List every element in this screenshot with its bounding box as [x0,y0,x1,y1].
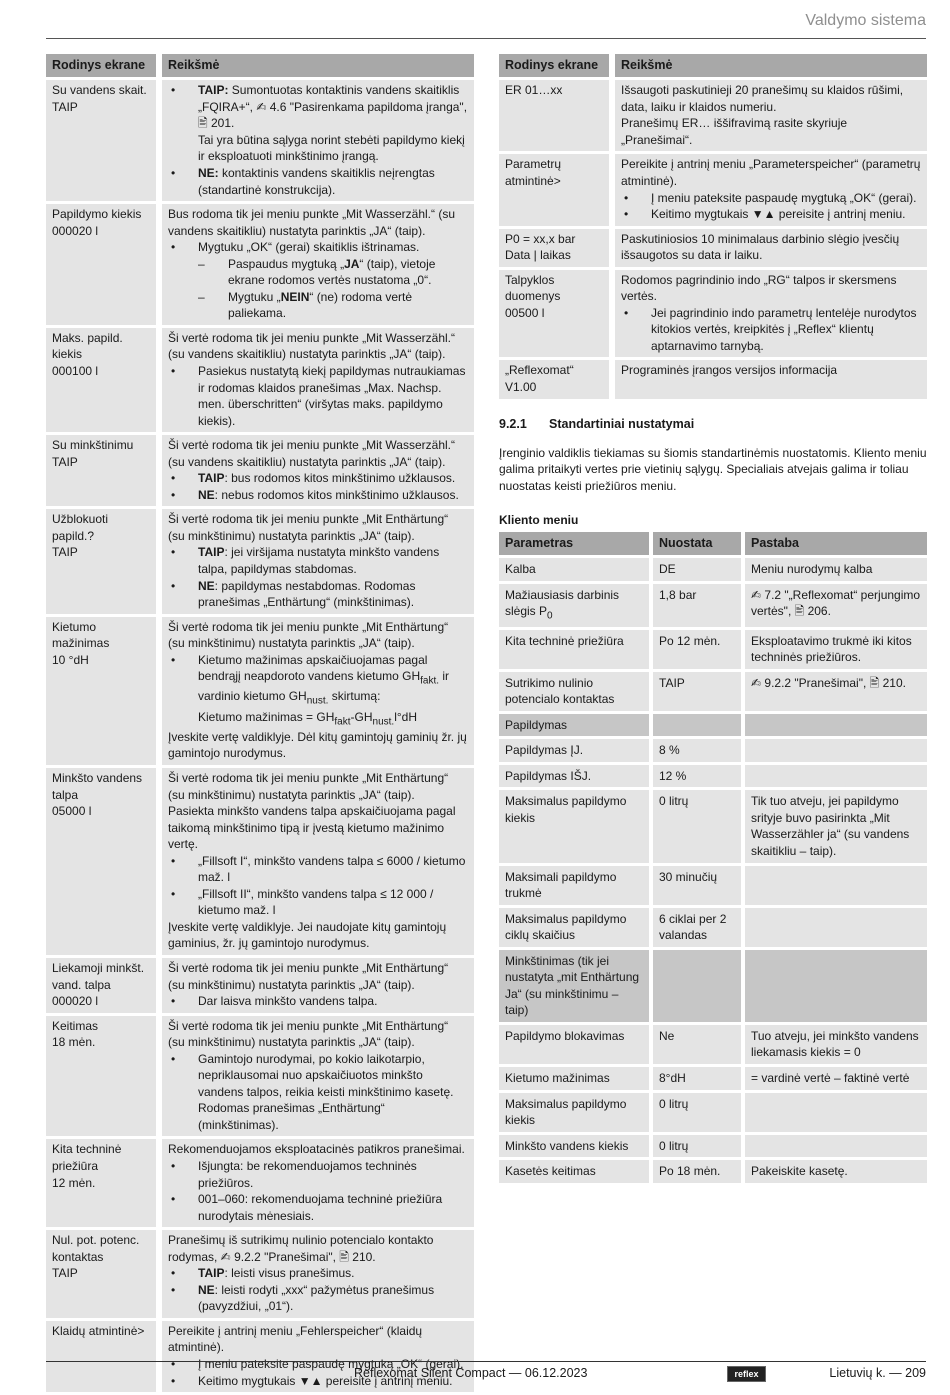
bullet-list [168,1051,468,1134]
list-item: • Keitimo mygtukais ▼▲ pereisite į antrinį meniu. [168,1373,468,1390]
value-text: Pereikite į antrinį meniu „Parameterspeicher“ (parametrų atmintinė). [621,157,921,188]
setting-cell: 12 % [653,765,741,788]
display-line: TAIP [52,545,78,560]
table-row [46,328,474,432]
settings-row [499,739,927,762]
col-header-value: Reikšmė [162,54,474,77]
display-cell [46,509,156,613]
list-item: • „Fillsoft II“, minkšto vandens talpa ≤ 12 000 / kietumo maž. l [168,886,468,919]
value-cell [162,80,474,201]
table-row [499,154,927,225]
list-item: • Gamintojo nurodymai, po kokio laikotarpio, nepriklausomai nuo apskaičiuotos minkšto vandens talpos, reikia keisti minkštinimo kasetę. Rodomas pranešimas „Enthärtung“ (minkštinimas). [168,1051,468,1134]
list-item: – Paspaudus mygtuką „JA“ (taip), vietoje ekrane rodomos vertės nustatoma „0“. [168,256,468,289]
list-item: • NE: kontaktinis vandens skaitiklis neįrengtas (standartinė konstrukcija). [168,165,468,198]
value-cell [162,204,474,325]
setting-cell: Po 18 mėn. [653,1160,741,1183]
display-cell [46,1230,156,1318]
display-line: 18 mėn. [52,1035,96,1050]
table-row [46,80,474,201]
value-text: Paskutiniosios 10 minimalaus darbinio slėgio įvesčių išsaugotos su data ir laiku. [621,231,900,263]
setting-cell: 1,8 bar [653,584,741,627]
bullet-list [621,305,921,355]
display-cell [499,80,609,151]
value-cell [615,360,927,398]
display-cell [46,204,156,325]
note-cell [745,1093,927,1132]
display-line: Maks. papild. kiekis [52,330,123,362]
note-cell: Pakeiskite kasetę. [745,1160,927,1183]
value-cell [162,509,474,613]
display-cell [46,80,156,201]
display-cell [499,360,609,398]
parameter-cell: Minkšto vandens kiekis [499,1135,649,1158]
parameter-cell: Minkštinimas (tik jei nustatyta „mit Enthärtung Ja“ (su minkštinimu – taip) [499,950,649,1022]
setting-cell: 0 litrų [653,1093,741,1132]
note-cell: ✍ 9.2.2 "Pranešimai", 🖹 210. [745,672,927,711]
display-cell [499,270,609,358]
settings-row [499,790,927,862]
list-item: • TAIP: bus rodomos kitos minkštinimo užklausos. [168,470,468,487]
list-item: • NE: nebus rodomos kitos minkštinimo užklausos. [168,487,468,504]
list-item: – Mygtuku „NEIN“ (ne) rodoma vertė paliekama. [168,289,468,322]
value-text: Rodomos pagrindinio indo „RG“ talpos ir skersmens vertės. [621,272,897,304]
value-cell [162,435,474,506]
bullet-list [621,190,921,223]
display-line: Kita techninė priežiūra [52,1142,122,1173]
settings-row [499,908,927,947]
setting-cell [653,714,741,737]
parameter-cell: Mažiausiasis darbinis slėgis $P_0$ [499,584,649,627]
settings-row [499,1135,927,1158]
parameter-cell: Sutrikimo nulinio potencialo kontaktas [499,672,649,711]
parameter-cell: Kietumo mažinimas [499,1067,649,1090]
display-line: 12 mėn. [52,1175,96,1190]
dash-list [168,256,468,322]
parameter-cell: Kita techninė priežiūra [499,630,649,669]
note-cell: Eksploatavimo trukmė iki kitos techninės priežiūros. [745,630,927,669]
section-paragraph: Įrenginio valdiklis tiekiamas su šiomis standartinėmis nuostatomis. Kliento meniu galima pritaikyti vertes prie vietinių sąlygų. Specialiais atvejais galima ir toliau nuostatas keisti priežiūros meniu. [499,445,927,493]
list-item: • Jei pagrindinio indo parametrų lentelėje nurodytos kitokios vertės, kreipkitės į „Reflex“ klientų aptarnavimo tarnybą. [621,305,921,355]
value-text: Ši vertė rodoma tik jei meniu punkte „Mit Wasserzähl.“ (su vandens skaitikliu) nustatyta parinktis „JA“ (taip). [168,438,455,469]
value-text: Pranešimų iš sutrikimų nulinio potencialo kontakto rodymas, ✍ 9.2.2 "Pranešimai", 🖹 210. [168,1233,434,1264]
value-cell [162,1016,474,1137]
settings-row [499,1025,927,1064]
col-header-display: Rodinys ekrane [46,54,156,77]
bullet-list [168,993,468,1010]
display-line: P0 = xx,x bar [505,231,576,246]
display-line: Data | laikas [505,248,571,263]
table-row [499,80,927,151]
note-cell [745,950,927,1022]
note-cell: Tik tuo atveju, jei papildymo srityje buvo pasirinkta „Mit Wasserzähler ja“ (su vandens skaitikliu – taip). [745,790,927,862]
setting-cell: DE [653,558,741,581]
display-table-right [499,51,927,402]
display-line: Nul. pot. potenc. kontaktas [52,1233,140,1264]
table-row [46,1230,474,1318]
display-line: V1.00 [505,380,537,394]
display-line: Keitimas [52,1018,99,1033]
list-item: • Dar laisva minkšto vandens talpa. [168,993,468,1010]
display-line: 05000 l [52,804,92,819]
bullet-list [168,1158,468,1224]
list-item: • NE: leisti rodyti „xxx“ pažymėtus pranešimus (pavyzdžiui, „01“). [168,1282,468,1315]
col-header-setting: Nuostata [653,532,741,555]
note-cell [745,866,927,905]
note-cell [745,714,927,737]
list-item: • Į meniu pateksite paspaudę mygtuką „OK“ (gerai). [168,1356,468,1373]
settings-row [499,584,927,627]
settings-row [499,866,927,905]
table-row [46,1016,474,1137]
display-cell [46,958,156,1013]
bullet-list [168,82,468,198]
display-cell [499,154,609,225]
value-text: Programinės įrangos versijos informacija [621,363,838,378]
settings-row [499,630,927,669]
display-cell [46,1321,156,1392]
settings-row [499,672,927,711]
display-line: Papildymo kiekis [52,207,142,222]
note-cell: = vardinė vertė – faktinė vertė [745,1067,927,1090]
display-line: 00500 l [505,305,545,320]
value-cell [162,768,474,955]
list-item: • Kietumo mažinimas apskaičiuojamas pagal bendrąjį neapdoroto vandens kietumo $GH_{fakt.}$ ir vardinio kietumo $GH_{nust.}$ skirtumą: Kietumo mažinimas = $GH_{fakt}-GH_{nust.}l^\circ dH$ [168,652,468,729]
display-line: TAIP [52,1266,78,1281]
table-row [499,270,927,358]
display-line: ER 01…xx [505,83,563,98]
display-cell [46,617,156,765]
setting-cell: Po 12 mėn. [653,630,741,669]
value-cell [162,617,474,765]
list-item: • Išjungta: be rekomenduojamos techninės priežiūros. [168,1158,468,1191]
table-row [499,229,927,267]
value-text: Ši vertė rodoma tik jei meniu punkte „Mit Enthärtung“ (su minkštinimu) nustatyta parinktis „JA“ (taip). Pasiekta minkšto vandens talpa apskaičiuojama pagal taikomą minkštinimo tipą ir įvestą kietumo mažinimo vertę. [168,770,456,852]
table-row [46,435,474,506]
setting-cell: 0 litrų [653,790,741,862]
list-item: • „Fillsoft I“, minkšto vandens talpa ≤ 6000 / kietumo maž. l [168,853,468,886]
list-item: • Mygtuku „OK“ (gerai) skaitiklis ištrinamas. [168,239,468,256]
value-text: Išsaugoti paskutinieji 20 pranešimų su klaidos rūšimi, data, laiku ir klaidos numeriu. Pranešimų ER… iššifravimą rasite skyriuje „Pranešimai“. [621,83,904,147]
list-item: • NE: papildymas nestabdomas. Rodomas pranešimas „Enthärtung“ (minkštinimas). [168,578,468,611]
parameter-cell: Maksimalus papildymo kiekis [499,790,649,862]
display-line: Užblokuoti papild.? [52,512,109,543]
value-cell [162,958,474,1013]
note-cell: Meniu nurodymų kalba [745,558,927,581]
setting-cell: 30 minučių [653,866,741,905]
list-item: • TAIP: leisti visus pranešimus. [168,1265,468,1282]
display-cell [46,1139,156,1227]
settings-row [499,950,927,1022]
setting-cell: 6 ciklai per 2 valandas [653,908,741,947]
header-divider [46,38,926,39]
value-text: Ši vertė rodoma tik jei meniu punkte „Mit Enthärtung“ (su minkštinimu) nustatyta parinktis „JA“ (taip). [168,512,449,543]
bullet-list [168,544,468,610]
table-row [46,509,474,613]
display-cell [499,229,609,267]
list-item: • 001–060: rekomenduojama techninė priežiūra nurodytais mėnesiais. [168,1191,468,1224]
value-cell [162,328,474,432]
parameter-cell: Maksimali papildymo trukmė [499,866,649,905]
list-item: • Į meniu pateksite paspaudę mygtuką „OK“ (gerai). [621,190,921,207]
display-table-left [46,51,474,1395]
list-item: • Keitimo mygtukais ▼▲ pereisite į antrinį meniu. [621,206,921,223]
display-cell [46,1016,156,1137]
parameter-cell: Maksimalus papildymo ciklų skaičius [499,908,649,947]
right-column [499,51,927,1186]
display-line: 000020 l [52,994,99,1009]
table-row [46,768,474,955]
display-line: 000100 l [52,364,99,378]
value-text: Ši vertė rodoma tik jei meniu punkte „Mit Enthärtung“ (su minkštinimu) nustatyta parinktis „JA“ (taip). [168,619,449,651]
display-line: Minkšto vandens talpa [52,770,143,802]
display-cell [46,768,156,955]
settings-row [499,714,927,737]
value-text: Ši vertė rodoma tik jei meniu punkte „Mit Enthärtung“ (su minkštinimu) nustatyta parinktis „JA“ (taip). [168,960,449,992]
parameter-cell: Papildymas [499,714,649,737]
note-cell [745,1135,927,1158]
footer-document: Reflexomat Silent Compact — 06.12.2023 [354,1366,588,1380]
value-cell [162,1139,474,1227]
value-cell [615,270,927,358]
value-cell [615,80,927,151]
display-line: Liekamoji minkšt. vand. talpa [52,960,145,992]
settings-row [499,558,927,581]
note-cell [745,765,927,788]
col-header-note: Pastaba [745,532,927,555]
value-text: Pereikite į antrinį meniu „Fehlerspeicher“ (klaidų atmintinė). [168,1323,423,1355]
settings-row [499,1093,927,1132]
display-line: TAIP [52,99,78,114]
value-text: Rekomenduojamos eksploatacinės patikros pranešimai. [168,1142,465,1157]
parameter-cell: Papildymas IŠJ. [499,765,649,788]
section-title: Standartiniai nustatymai [549,416,695,431]
display-line: 10 °dH [52,652,89,667]
bullet-list [168,652,468,729]
col-header-parameter: Parametras [499,532,649,555]
footer-page: Lietuvių k. — 209 [829,1366,926,1380]
header-title: Valdymo sistema [805,12,926,29]
note-cell [745,908,927,947]
value-cell [162,1230,474,1318]
display-cell [46,435,156,506]
note-cell: ✍ 7.2 "„Reflexomat“ perjungimo vertės", 🖹 206. [745,584,927,627]
parameter-cell: Kasetės keitimas [499,1160,649,1183]
customer-menu-title: Kliento meniu [499,513,579,528]
footer-divider [46,1361,926,1362]
bullet-list [168,1265,468,1315]
display-line: Kietumo mažinimas [52,619,110,651]
setting-cell: Ne [653,1025,741,1064]
left-column [46,51,474,1395]
parameter-cell: Papildymo blokavimas [499,1025,649,1064]
table-row [46,1139,474,1227]
setting-cell: 0 litrų [653,1135,741,1158]
bullet-list [168,239,468,256]
list-item: • TAIP: Sumontuotas kontaktinis vandens skaitiklis „FQIRA+“, ✍ 4.6 "Pasirenkama papildoma įranga", 🖹 201. Tai yra būtina sąlyga norint stebėti papildymo kiekį ir eksploatuoti minkštinimo įrangą. [168,82,468,165]
display-line: Parametrų atmintinė> [505,157,562,188]
settings-row [499,1160,927,1183]
display-line: Su vandens skait. [52,83,147,98]
value-cell [615,229,927,267]
setting-cell: TAIP [653,672,741,711]
value-text: Įveskite vertę valdiklyje. Dėl kitų gamintojų gaminių žr. jų gamintojo nurodymus. [168,729,467,761]
setting-cell [653,950,741,1022]
display-cell [46,328,156,432]
parameter-cell: Kalba [499,558,649,581]
value-text: Bus rodoma tik jei meniu punkte „Mit Wasserzähl.“ (su vandens skaitikliu) nustatyta parinktis „JA“ (taip). [168,207,455,238]
settings-row [499,1067,927,1090]
parameter-cell: Papildymas ĮJ. [499,739,649,762]
display-line: Su minkštinimu [52,438,134,453]
value-text: Ši vertė rodoma tik jei meniu punkte „Mit Wasserzähl.“ (su vandens skaitikliu) nustatyta parinktis „JA“ (taip). [168,330,455,362]
bullet-list [168,853,468,919]
display-line: Klaidų atmintinė> [52,1323,145,1338]
display-line: TAIP [52,454,78,469]
value-cell [615,154,927,225]
value-text: Ši vertė rodoma tik jei meniu punkte „Mit Enthärtung“ (su minkštinimu) nustatyta parinktis „JA“ (taip). [168,1018,449,1050]
bullet-list [168,470,468,503]
display-line: 000020 l [52,223,99,238]
settings-table [499,529,927,1186]
display-line: „Reflexomat“ [505,363,574,378]
table-row [46,617,474,765]
bullet-list [168,363,468,429]
note-cell: Tuo atveju, jei minkšto vandens liekamasis kiekis = 0 [745,1025,927,1064]
table-row [46,204,474,325]
parameter-cell: Maksimalus papildymo kiekis [499,1093,649,1132]
col-header-value: Reikšmė [615,54,927,77]
settings-row [499,765,927,788]
section-number: 9.2.1 [499,416,527,431]
table-row [46,958,474,1013]
display-line: Talpyklos duomenys [505,272,561,304]
col-header-display: Rodinys ekrane [499,54,609,77]
note-cell [745,739,927,762]
table-row [499,360,927,398]
list-item: • Pasiekus nustatytą kiekį papildymas nutraukiamas ir rodomas klaidos pranešimas „Max. Nachsp. men. überschritten“ (viršytas maks. papildymo kiekis). [168,363,468,429]
list-item: • TAIP: jei viršijama nustatyta minkšto vandens talpa, papildymas stabdomas. [168,544,468,577]
setting-cell: 8°dH [653,1067,741,1090]
value-text: Įveskite vertę valdiklyje. Jei naudojate kitų gamintojų gaminius, žr. jų gamintojo nurodymus. [168,919,447,951]
section-heading [499,416,927,433]
reflex-logo: reflex [727,1366,766,1382]
setting-cell: 8 % [653,739,741,762]
